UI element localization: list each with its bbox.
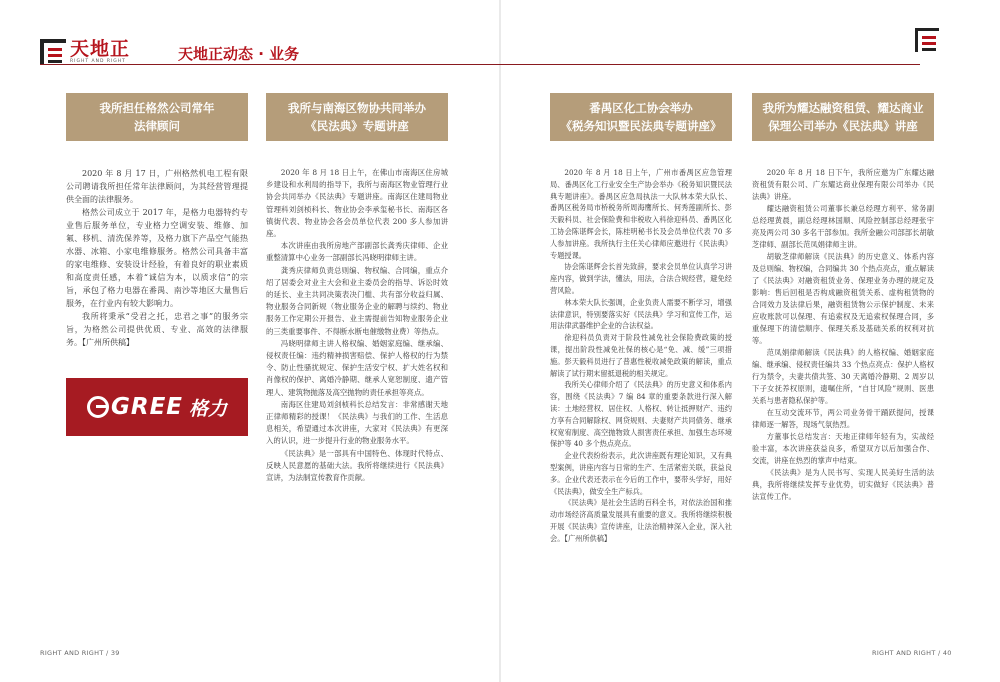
- paragraph: 耀达融资租赁公司董事长兼总经理方利平、常务副总经理黄晨，副总经理林国顺、风险控制部总经理张宇亮及两公司 30 多名干部参加。我所金融公司部部长胡敏芝律师、副部长范凤娟律师主讲。: [752, 204, 934, 249]
- paragraph: 在互动交流环节，两公司业务骨干踊跃提问，授课律师逐一解答，现场气氛热烈。: [752, 408, 934, 429]
- paragraph: 2020 年 8 月 17 日，广州格然机电工程有限公司聘请我所担任常年法律顾问，为其经营管理提供全面的法律服务。: [66, 169, 248, 204]
- gree-logo-image: [66, 378, 248, 436]
- paragraph: 格然公司成立于 2017 年，是格力电器特约专业售后服务单位，专业格力空调安装、维修、加氟、移机、清洗保养等，及格力旗下产品空气能热水器、冰箱、小家电维修服务。格然公司具备丰富的家电维修、安装设计经验，有着良好的职业素质和高度责任感，本着“诚信为本，以质求信”的宗旨，承包了格力电器在番禺、南沙等地区大量售后服务，在行业内有较大影响力。: [66, 208, 248, 308]
- paragraph: 2020 年 8 月 18 日下午，我所应邀为广东耀达融资租赁有限公司、广东耀达商业保理有限公司举办《民法典》讲座。: [752, 168, 934, 201]
- paragraph: 南海区住建局刘剑桢科长总结发言：非常感谢天地正律师精彩的授课！《民法典》与我们的工作、生活息息相关，希望通过本次讲座，大家对《民法典》有更深入的认识，进一步提升行业的物业服务水平。: [266, 399, 448, 446]
- article-4-body: [752, 167, 934, 503]
- paragraph: 范凤娟律师解读《民法典》的人格权编、婚姻家庭编、继承编、侵权责任编共 33 个热点亮点：保护人格权行为禁令，夫妻共债共签、30 天离婚冷静期、2 周岁以下子女抚养权原则，遗嘱住所，“自甘风险”规则、医患关系与患者隐私保护等。: [752, 348, 934, 405]
- section-title: 天地正动态 · 业务: [178, 45, 300, 63]
- article-2-body: [266, 167, 448, 484]
- article-3-title: 番禺区化工协会举办 《税务知识暨民法典专题讲座》: [550, 93, 732, 141]
- logo-subtext: RIGHT AND RIGHT: [70, 59, 126, 64]
- paragraph: 企业代表纷纷表示，此次讲座既有理论知识，又有典型案例，讲座内容与日常的生产、生活紧密关联，获益良多。企业代表还表示在今后的工作中，要带头学好，用好《民法典》，做安全生产标兵。: [550, 451, 732, 496]
- footer-right-page-number: RIGHT AND RIGHT / 40: [872, 649, 952, 657]
- paragraph: 徐迎科员负责对于阶段性减免社会保险费政策的授课，提出阶段性减免社保的核心是“免、减、缓”三项措施。彭天毅科员进行了普惠性税收减免政策的解读，重点解读了试行期末留抵退税的相关规定。: [550, 333, 732, 378]
- logo-mark-icon: [40, 39, 66, 65]
- article-1-body: [66, 167, 248, 349]
- paragraph: 本次讲座由我所房地产部副部长龚秀庆律师、企业重整清算中心业务一部副部长冯晓明律师主讲。: [266, 241, 448, 263]
- paragraph: 2020 年 8 月 18 日上午，在佛山市南海区住房城乡建设和水利局的指导下，我所与南海区物业管理行业协会共同举办《民法典》专题讲座。南海区住建局物业管理科刘剑桢科长、物业协会李承玺秘书长、南海区各镇街代表、物业协会各会员单位代表 200 多人参加讲座。: [266, 168, 448, 239]
- paragraph: 林本荣大队长强调，企业负责人需要不断学习，增强法律意识，特别要落实好《民法典》学习和宣传工作，运用法律武器维护企业的合法权益。: [550, 297, 732, 331]
- logo-text: 天地正: [70, 38, 131, 60]
- gree-mark-icon: [87, 396, 109, 418]
- paragraph: 协会陈谌辉会长首先致辞，要求会员单位认真学习讲座内容，做到学法，懂法，用法，合法合规经营，避免经营风险。: [550, 262, 732, 295]
- gree-wordmark-cn: 格力: [189, 397, 228, 420]
- header-rule-right: [500, 64, 920, 65]
- article-2-title: 我所与南海区物协共同举办 《民法典》专题讲座: [266, 93, 448, 141]
- right-logo-mark-icon: [915, 28, 939, 52]
- paragraph: 《民法典》是社会生活的百科全书，对依法治国和推动市场经济高质量发展具有重要的意义。我所将继续积极开展《民法典》宣传讲座，让法治精神深入企业，深入社会。【广州所供稿】: [550, 498, 732, 543]
- paragraph: 胡敏芝律师解读《民法典》的历史意义、体系内容及总则编、物权编，合同编共 30 个热点亮点，重点解读了《民法典》对融资租赁业务、保理业务办理的规定及影响：售后回租是否构成融资租赁关系、虚构租赁物的合同效力及法律后果，融资租赁物公示保护制度、未来应收账款可以保理、有追索权及无追索权保理合同，多重保理下的清偿顺序、保理关系及基础关系的权利对抗等。: [752, 252, 934, 345]
- article-4-title: 我所为耀达融资租赁、耀达商业 保理公司举办《民法典》讲座: [752, 93, 934, 141]
- paragraph: 冯晓明律师主讲人格权编、婚姻家庭编、继承编、侵权责任编：违约精神损害赔偿、保护人格权的行为禁令、防止性骚扰规定、保护生活安宁权、扩大姓名权和肖像权的保护、离婚冷静期、继承人宽恕制度、遗产管理人、建筑物抛落及高空抛物的责任承担等亮点。: [266, 338, 448, 397]
- paragraph: 龚秀庆律师负责总则编、物权编、合同编，重点介绍了居委会对业主大会和业主委员会的指导、诉讼时效的延长、业主共同决策表决门槛、共有部分收益归属、物业服务合同新规（物业服务企业的解聘与续约、物业服务工作定期公开报告、业主需提前告知物业服务企业的三类重要事件、不得断水断电催缴物业费）等热点。: [266, 265, 448, 336]
- paragraph: 我所关心律师介绍了《民法典》的历史意义和体系内容，围绕《民法典》7 编 84 章的重要条款进行深入解读：土地经营权、居住权、人格权、转让抵押财产、违约方享有合同解除权、网贷规则、夫妻财产共同债务、继承权宽宥制度、高空抛物致人损害责任承担、加强生态环境保护等 40 多个热点亮点。: [550, 380, 732, 449]
- paragraph: 方董事长总结发言：天地正律师年轻有为，实战经验丰富，本次讲座获益良多，希望双方以后加强合作、交流，讲座在热烈的掌声中结束。: [752, 432, 934, 465]
- logo: [40, 37, 130, 67]
- paragraph: 《民法典》是一部具有中国特色、体现时代特点、反映人民意愿的基础大法。我所将继续进行《民法典》宣讲，为法制宣传教育作贡献。: [266, 448, 448, 483]
- article-1-title: 我所担任格然公司常年 法律顾问: [66, 93, 248, 141]
- article-3-body: [550, 167, 732, 545]
- header-rule-left: [40, 64, 500, 65]
- paragraph: 我所将秉承“受君之托，忠君之事”的服务宗旨，为格然公司提供优质、专业、高效的法律服务。【广州所供稿】: [66, 312, 248, 347]
- footer-left-page-number: RIGHT AND RIGHT / 39: [40, 649, 120, 657]
- paragraph: 《民法典》是为人民书写、实现人民美好生活的法典，我所将继续发挥专业优势，切实做好《民法典》普法宣传工作。: [752, 468, 934, 501]
- gree-wordmark: GREE: [110, 394, 183, 420]
- paragraph: 2020 年 8 月 18 日上午，广州市番禺区应急管理局、番禺区化工行业安全生产协会举办《税务知识暨民法典专题讲座》。番禺区应急局执法一大队林本荣大队长、番禺区税务局市桥税务所周海鹰所长、何秀莲副所长、彭天毅科员、社会保险费和非税收入科徐迎科员、番禺区化工协会陈谌辉会长，陈桂明秘书长及会员单位代表 70 多人参加讲座。我所执行主任关心律师应邀进行《民法典》专题授课。: [550, 168, 732, 260]
